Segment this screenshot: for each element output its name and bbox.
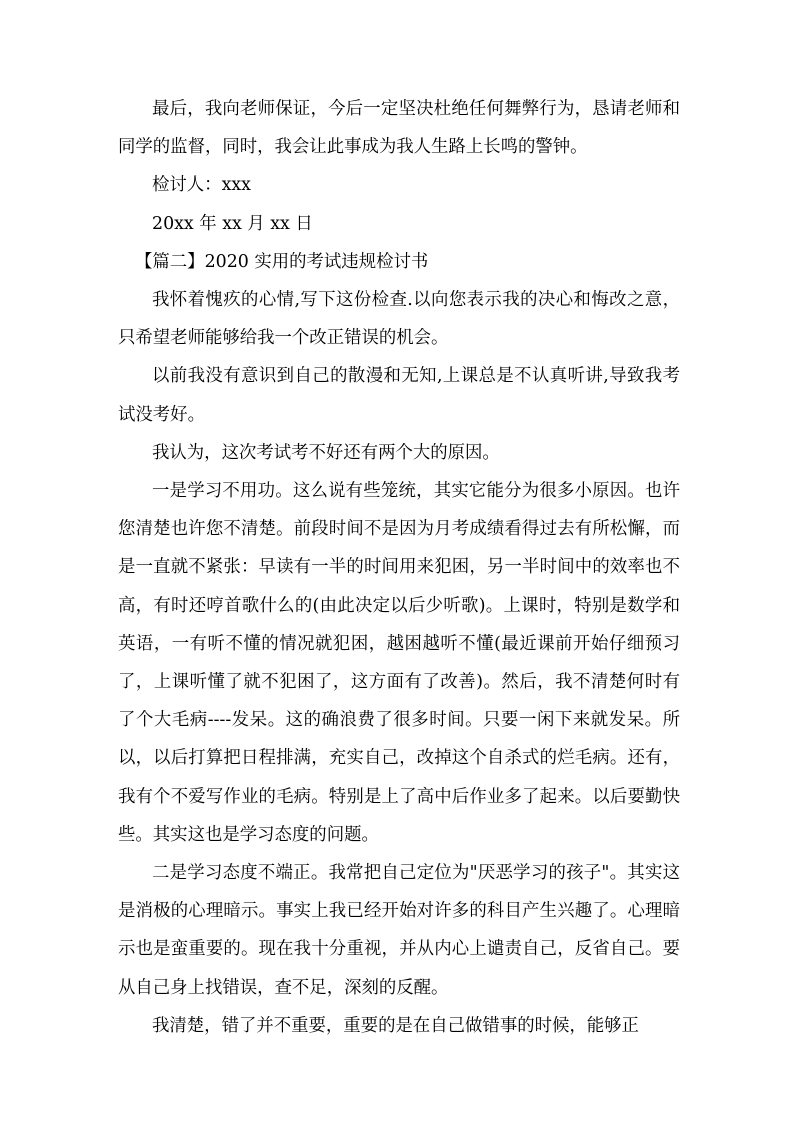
paragraph-signature: 检讨人：xxx <box>152 175 251 196</box>
paragraph-reason-two: 二是学习态度不端正。我常把自己定位为"厌恶学习的孩子"。其实这是消极的心理暗示。事实上我已经开始对许多的科目产生兴趣了。心理暗示也是蛮重要的。现在我十分重视，并从内心上谴责自己，反省自己。要从自己身上找错误，查不足，深刻的反醒。 <box>118 863 680 998</box>
paragraph-reasons: 我认为，这次考试考不好还有两个大的原因。 <box>152 442 500 463</box>
paragraph-intro: 我怀着愧疚的心情,写下这份检查.以向您表示我的决心和悔改之意，只希望老师能够给我一个改正错误的机会。 <box>118 290 680 349</box>
paragraph-closing-pledge: 最后，我向老师保证，今后一定坚决杜绝任何舞弊行为，恳请老师和同学的监督，同时，我会让此事成为我人生路上长鸣的警钟。 <box>118 99 680 158</box>
document-page <box>118 90 680 1045</box>
paragraph-past: 以前我没有意识到自己的散漫和无知,上课总是不认真听讲,导致我考试没考好。 <box>118 366 680 425</box>
paragraph-date: 20xx 年 xx 月 xx 日 <box>152 213 313 234</box>
paragraph-conclusion: 我清楚，错了并不重要，重要的是在自己做错事的时候，能够正 <box>152 1015 639 1036</box>
paragraph-reason-one: 一是学习不用功。这么说有些笼统，其实它能分为很多小原因。也许您清楚也许您不清楚。前段时间不是因为月考成绩看得过去有所松懈，而是一直就不紧张：早读有一半的时间用来犯困，另一半时间中的效率也不高，有时还哼首歌什么的(由此决定以后少听歌)。上课时，特别是数学和英语，一有听不懂的情况就犯困，越困越听不懂(最近课前开始仔细预习了，上课听懂了就不犯困了，这方面有了改善)。然后，我不清楚何时有了个大毛病----发呆。这的确浪费了很多时间。只要一闲下来就发呆。所以，以后打算把日程排满，充实自己，改掉这个自杀式的烂毛病。还有，我有个不爱写作业的毛病。特别是上了高中后作业多了起来。以后要勤快些。其实这也是学习态度的问题。 <box>118 481 680 845</box>
section-heading: 【篇二】2020 实用的考试违规检讨书 <box>135 251 429 272</box>
